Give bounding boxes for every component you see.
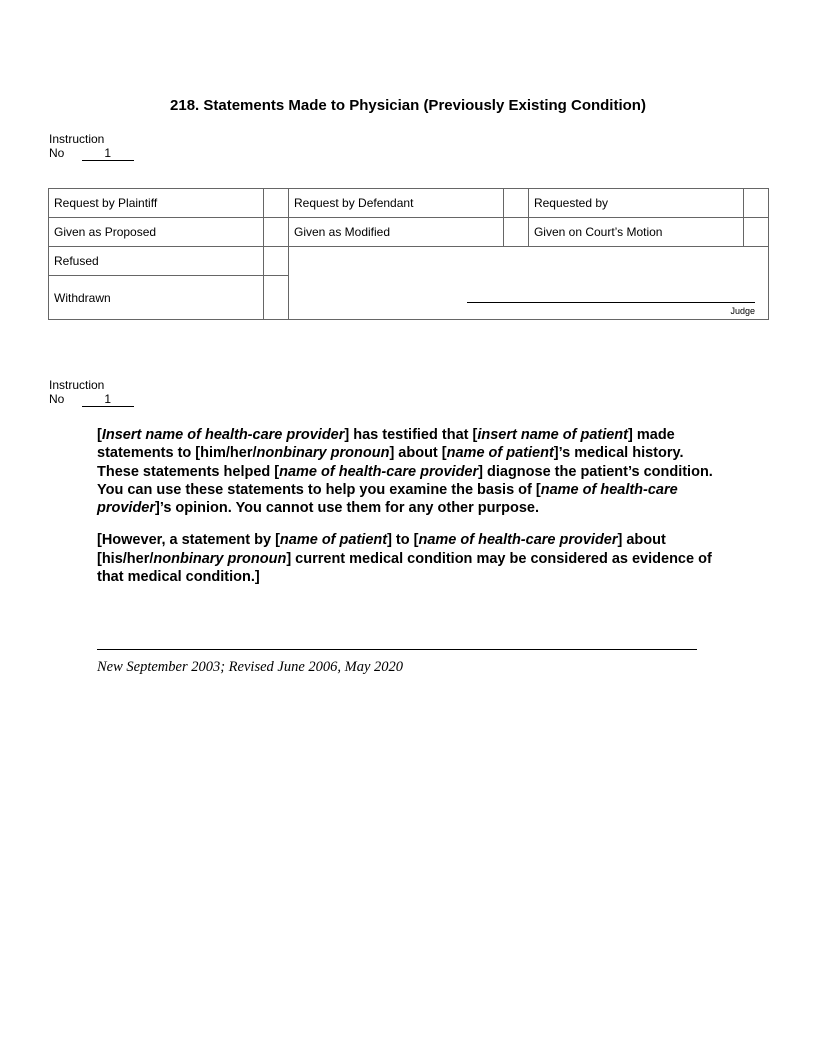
judge-label: Judge <box>730 306 755 316</box>
table-row <box>49 189 769 218</box>
given-on-courts-motion-checkbox[interactable] <box>744 218 769 247</box>
given-as-proposed-label: Given as Proposed <box>49 218 264 247</box>
request-by-defendant-label: Request by Defendant <box>288 189 503 218</box>
table-row <box>49 247 769 276</box>
instruction-no-row <box>49 392 134 407</box>
given-as-modified-checkbox[interactable] <box>504 218 529 247</box>
given-as-modified-label: Given as Modified <box>288 218 503 247</box>
instruction-no-label: No <box>49 146 65 160</box>
request-by-defendant-checkbox[interactable] <box>504 189 529 218</box>
instruction-label: Instruction <box>49 132 105 146</box>
requested-by-checkbox[interactable] <box>744 189 769 218</box>
instruction-label: Instruction <box>49 378 105 392</box>
table-row <box>49 218 769 247</box>
request-by-plaintiff-checkbox[interactable] <box>264 189 289 218</box>
instruction-text <box>97 426 717 600</box>
refused-label: Refused <box>49 247 264 276</box>
instruction-block-top <box>49 132 134 161</box>
instruction-number[interactable]: 1 <box>82 147 134 161</box>
instruction-disposition-table <box>48 188 769 320</box>
judge-signature-area <box>288 247 768 320</box>
instruction-no-label: No <box>49 392 65 406</box>
instruction-paragraph-2: [However, a statement by [name of patient] to [name of health-care provider] about [his/her/nonbinary pronoun] current medical condition may be considered as evidence of that medical condition.] <box>97 532 712 586</box>
page-title: 218. Statements Made to Physician (Previously Existing Condition) <box>170 97 646 114</box>
instruction-paragraph-1: [Insert name of health-care provider] has testified that [insert name of patient] made statements to [him/her/nonbinary pronoun] about [name of patient]’s medical history. These statements helped [name of health-care provider] diagnose the patient’s condition. You can use these statements to help you examine the basis of [name of health-care provider]’s opinion. You cannot use them for any other purpose. <box>97 427 713 517</box>
instruction-block-bottom <box>49 378 134 407</box>
requested-by-label: Requested by <box>528 189 743 218</box>
section-divider <box>97 649 697 650</box>
request-by-plaintiff-label: Request by Plaintiff <box>49 189 264 218</box>
revision-history: New September 2003; Revised June 2006, May 2020 <box>97 659 404 675</box>
withdrawn-checkbox[interactable] <box>264 276 289 320</box>
given-as-proposed-checkbox[interactable] <box>264 218 289 247</box>
instruction-no-row <box>49 146 134 161</box>
withdrawn-label: Withdrawn <box>49 276 264 320</box>
judge-signature-line[interactable] <box>467 302 755 303</box>
instruction-number[interactable]: 1 <box>82 393 134 407</box>
refused-checkbox[interactable] <box>264 247 289 276</box>
given-on-courts-motion-label: Given on Court’s Motion <box>528 218 743 247</box>
